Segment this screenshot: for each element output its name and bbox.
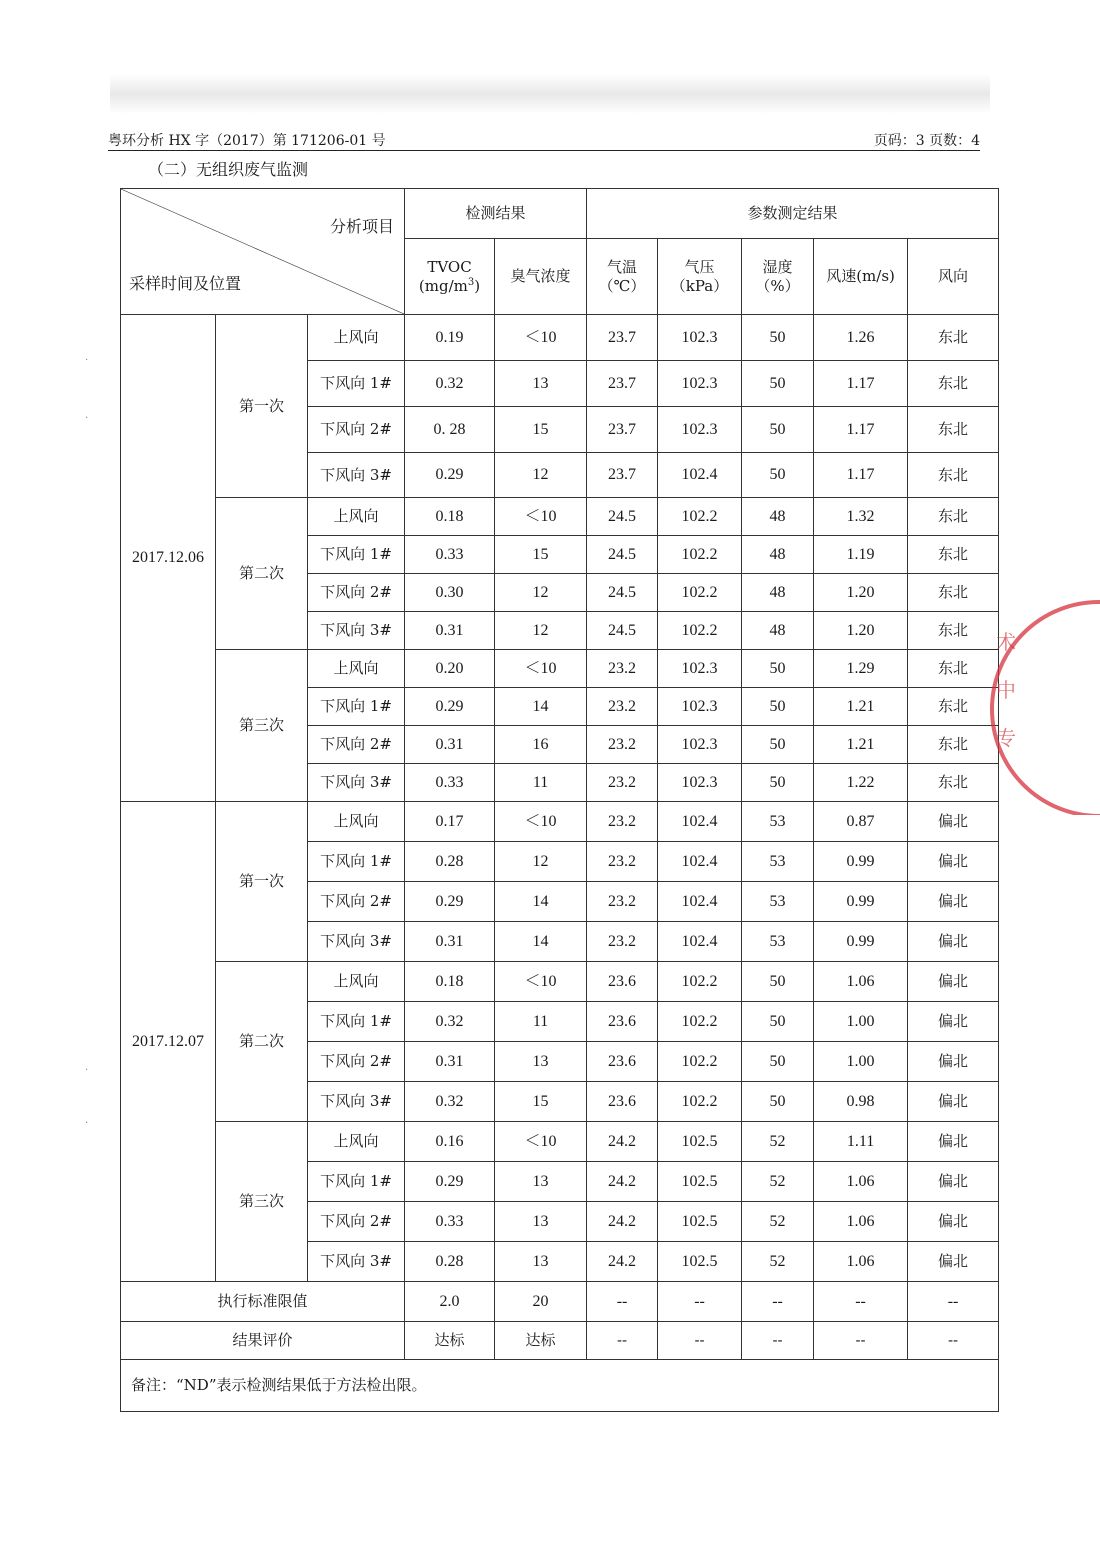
wind-speed-value: 0.99	[814, 882, 908, 922]
pressure-value: 102.2	[658, 1002, 742, 1042]
pressure-value: 102.2	[658, 498, 742, 536]
wind-speed-value: 1.20	[814, 574, 908, 612]
limit-value: 2.0	[405, 1282, 495, 1322]
wind-speed-value: 0.99	[814, 842, 908, 882]
sampling-date: 2017.12.07	[121, 802, 216, 1282]
pressure-value: 102.4	[658, 453, 742, 498]
odor-value: 13	[495, 1242, 587, 1282]
diagonal-line	[121, 189, 404, 314]
sampling-position: 下风向 3#	[308, 453, 405, 498]
table-row	[121, 498, 999, 536]
sampling-position: 下风向 1#	[308, 536, 405, 574]
odor-value: ＜10	[495, 315, 587, 361]
wind-direction-value: 东北	[908, 650, 999, 688]
pressure-value: 102.2	[658, 574, 742, 612]
limit-value: --	[908, 1282, 999, 1322]
wind-direction-value: 偏北	[908, 1082, 999, 1122]
humidity-value: 50	[742, 1002, 814, 1042]
red-seal-stamp	[990, 600, 1100, 815]
wind-direction-value: 偏北	[908, 1162, 999, 1202]
pressure-value: 102.2	[658, 612, 742, 650]
sampling-position: 下风向 1#	[308, 688, 405, 726]
pressure-value: 102.3	[658, 688, 742, 726]
tvoc-value: 0.18	[405, 962, 495, 1002]
scan-speck: ·	[85, 1118, 89, 1129]
temp-value: 24.2	[587, 1162, 658, 1202]
temp-value: 24.2	[587, 1242, 658, 1282]
param-result-group-header: 参数测定结果	[587, 189, 999, 239]
tvoc-value: 0.33	[405, 536, 495, 574]
tvoc-unit-close: )	[474, 276, 481, 295]
temp-value: 23.7	[587, 361, 658, 407]
pressure-value: 102.5	[658, 1162, 742, 1202]
sampling-position: 下风向 1#	[308, 361, 405, 407]
wind-direction-value: 东北	[908, 536, 999, 574]
temp-value: 24.2	[587, 1122, 658, 1162]
sampling-position: 下风向 2#	[308, 882, 405, 922]
tvoc-value: 0.29	[405, 882, 495, 922]
temp-value: 23.7	[587, 315, 658, 361]
temp-value: 23.6	[587, 1002, 658, 1042]
wind-direction-value: 东北	[908, 612, 999, 650]
tvoc-value: 0.30	[405, 574, 495, 612]
evaluation-value: --	[908, 1322, 999, 1360]
tvoc-value: 0.33	[405, 764, 495, 802]
wind-direction-value: 偏北	[908, 962, 999, 1002]
evaluation-value: --	[742, 1322, 814, 1360]
tvoc-label: TVOC	[427, 257, 472, 276]
tvoc-value: 0.29	[405, 688, 495, 726]
humidity-value: 52	[742, 1242, 814, 1282]
tvoc-value: 0.19	[405, 315, 495, 361]
sampling-position: 下风向 1#	[308, 1002, 405, 1042]
tvoc-value: 0.20	[405, 650, 495, 688]
humidity-value: 52	[742, 1162, 814, 1202]
table-row	[121, 962, 999, 1002]
tvoc-unit-text: (mg/m	[418, 276, 468, 295]
table-row	[121, 315, 999, 361]
tvoc-value: 0.31	[405, 726, 495, 764]
col-header-wind-direction: 风向	[908, 239, 999, 315]
wind-direction-value: 东北	[908, 726, 999, 764]
scan-speck: ·	[85, 355, 89, 366]
sampling-position: 下风向 3#	[308, 1242, 405, 1282]
wind-direction-value: 东北	[908, 498, 999, 536]
temp-label: 气温	[607, 257, 638, 276]
sampling-round-second: 第二次	[216, 498, 308, 650]
humidity-value: 50	[742, 688, 814, 726]
wind-direction-value: 偏北	[908, 1122, 999, 1162]
sampling-position: 上风向	[308, 650, 405, 688]
evaluation-label: 结果评价	[121, 1322, 405, 1360]
limit-row	[121, 1282, 999, 1322]
odor-value: 16	[495, 726, 587, 764]
humidity-value: 50	[742, 726, 814, 764]
temp-value: 23.2	[587, 764, 658, 802]
wind-speed-value: 1.19	[814, 536, 908, 574]
pressure-value: 102.3	[658, 650, 742, 688]
col-header-odor: 臭气浓度	[495, 239, 587, 315]
tvoc-value: 0.17	[405, 802, 495, 842]
pressure-value: 102.5	[658, 1122, 742, 1162]
temp-value: 23.2	[587, 726, 658, 764]
tvoc-unit-sup: 3	[467, 276, 475, 288]
odor-value: 13	[495, 1042, 587, 1082]
wind-direction-value: 东北	[908, 407, 999, 453]
evaluation-value: --	[587, 1322, 658, 1360]
analysis-item-label: 分析项目	[330, 217, 395, 236]
pressure-value: 102.3	[658, 361, 742, 407]
seal-ring	[990, 600, 1100, 815]
temp-value: 23.6	[587, 1042, 658, 1082]
sampling-position: 下风向 2#	[308, 1042, 405, 1082]
sampling-time-location-label: 采样时间及位置	[129, 274, 242, 293]
odor-value: 13	[495, 361, 587, 407]
wind-speed-value: 1.20	[814, 612, 908, 650]
seal-char: 专	[996, 726, 1016, 750]
sampling-round-first: 第一次	[216, 802, 308, 962]
col-header-tvoc	[405, 239, 495, 315]
humidity-value: 52	[742, 1122, 814, 1162]
humidity-label: 湿度	[762, 257, 793, 276]
section-title: （二）无组织废气监测	[148, 160, 309, 179]
report-header	[108, 128, 980, 151]
sampling-position: 下风向 3#	[308, 612, 405, 650]
tvoc-value: 0.31	[405, 922, 495, 962]
wind-speed-value: 1.11	[814, 1122, 908, 1162]
temp-value: 23.7	[587, 407, 658, 453]
odor-value: 15	[495, 536, 587, 574]
tvoc-value: 0.32	[405, 361, 495, 407]
tvoc-value: 0.32	[405, 1002, 495, 1042]
sampling-position: 下风向 3#	[308, 1082, 405, 1122]
odor-value: ＜10	[495, 962, 587, 1002]
wind-speed-value: 1.17	[814, 361, 908, 407]
sampling-position: 上风向	[308, 498, 405, 536]
humidity-unit: （%）	[755, 276, 800, 295]
tvoc-value: 0.29	[405, 1162, 495, 1202]
tvoc-value: 0.29	[405, 453, 495, 498]
tvoc-value: 0.28	[405, 842, 495, 882]
sampling-round-third: 第三次	[216, 1122, 308, 1282]
pressure-value: 102.3	[658, 315, 742, 361]
pressure-value: 102.2	[658, 1042, 742, 1082]
odor-value: ＜10	[495, 498, 587, 536]
sampling-position: 下风向 1#	[308, 842, 405, 882]
wind-speed-value: 1.06	[814, 962, 908, 1002]
wind-speed-value: 1.21	[814, 726, 908, 764]
wind-direction-value: 东北	[908, 453, 999, 498]
pressure-value: 102.4	[658, 882, 742, 922]
odor-value: 14	[495, 882, 587, 922]
humidity-value: 50	[742, 453, 814, 498]
tvoc-value: 0.33	[405, 1202, 495, 1242]
wind-speed-value: 1.22	[814, 764, 908, 802]
limit-value: --	[742, 1282, 814, 1322]
odor-value: 12	[495, 453, 587, 498]
tvoc-value: 0.16	[405, 1122, 495, 1162]
tvoc-value: 0. 28	[405, 407, 495, 453]
humidity-value: 48	[742, 536, 814, 574]
humidity-value: 48	[742, 574, 814, 612]
sampling-position: 下风向 3#	[308, 764, 405, 802]
limit-value: --	[658, 1282, 742, 1322]
humidity-value: 50	[742, 650, 814, 688]
temp-value: 23.6	[587, 962, 658, 1002]
humidity-value: 48	[742, 612, 814, 650]
col-header-wind-speed: 风速(m/s)	[814, 239, 908, 315]
sampling-position: 下风向 2#	[308, 407, 405, 453]
temp-value: 23.2	[587, 650, 658, 688]
wind-speed-value: 1.17	[814, 453, 908, 498]
pressure-value: 102.2	[658, 1082, 742, 1122]
sampling-position: 下风向 3#	[308, 922, 405, 962]
note-text: 备注：“ND”表示检测结果低于方法检出限。	[121, 1360, 999, 1412]
limit-value: 20	[495, 1282, 587, 1322]
report-number: 粤环分析 HX 字（2017）第 171206-01 号	[108, 133, 386, 149]
tvoc-value: 0.32	[405, 1082, 495, 1122]
temp-value: 23.7	[587, 453, 658, 498]
odor-value: 14	[495, 688, 587, 726]
wind-speed-value: 1.00	[814, 1002, 908, 1042]
wind-speed-value: 0.99	[814, 922, 908, 962]
wind-direction-value: 偏北	[908, 1002, 999, 1042]
wind-direction-value: 东北	[908, 315, 999, 361]
wind-direction-value: 偏北	[908, 1202, 999, 1242]
temp-value: 24.2	[587, 1202, 658, 1242]
humidity-value: 50	[742, 315, 814, 361]
wind-direction-value: 东北	[908, 764, 999, 802]
table-row	[121, 802, 999, 842]
wind-speed-value: 1.21	[814, 688, 908, 726]
wind-speed-value: 1.06	[814, 1242, 908, 1282]
humidity-value: 53	[742, 842, 814, 882]
wind-direction-value: 偏北	[908, 882, 999, 922]
temp-value: 23.2	[587, 688, 658, 726]
scan-speck: ·	[85, 413, 89, 424]
temp-value: 24.5	[587, 612, 658, 650]
temp-value: 24.5	[587, 574, 658, 612]
sampling-position: 上风向	[308, 962, 405, 1002]
humidity-value: 50	[742, 764, 814, 802]
humidity-value: 53	[742, 882, 814, 922]
odor-value: 15	[495, 407, 587, 453]
wind-direction-value: 东北	[908, 574, 999, 612]
wind-direction-value: 偏北	[908, 842, 999, 882]
odor-value: 11	[495, 764, 587, 802]
humidity-value: 53	[742, 802, 814, 842]
diagonal-header-cell	[121, 189, 405, 315]
col-header-humidity	[742, 239, 814, 315]
wind-speed-value: 0.87	[814, 802, 908, 842]
humidity-value: 50	[742, 407, 814, 453]
evaluation-row	[121, 1322, 999, 1360]
pressure-value: 102.4	[658, 922, 742, 962]
temp-value: 23.2	[587, 802, 658, 842]
tvoc-value: 0.28	[405, 1242, 495, 1282]
odor-value: 13	[495, 1202, 587, 1242]
seal-char: 术	[996, 630, 1016, 654]
scan-speck: ·	[85, 1065, 89, 1076]
odor-value: ＜10	[495, 802, 587, 842]
sampling-position: 下风向 2#	[308, 1202, 405, 1242]
wind-direction-value: 东北	[908, 688, 999, 726]
humidity-value: 48	[742, 498, 814, 536]
tvoc-unit	[405, 277, 494, 296]
odor-value: ＜10	[495, 650, 587, 688]
odor-value: 15	[495, 1082, 587, 1122]
temp-value: 23.2	[587, 922, 658, 962]
wind-speed-value: 1.17	[814, 407, 908, 453]
sampling-position: 上风向	[308, 315, 405, 361]
sampling-position: 下风向 1#	[308, 1162, 405, 1202]
temp-value: 24.5	[587, 498, 658, 536]
humidity-value: 50	[742, 361, 814, 407]
odor-value: 11	[495, 1002, 587, 1042]
humidity-value: 50	[742, 1042, 814, 1082]
odor-value: 12	[495, 842, 587, 882]
temp-value: 23.6	[587, 1082, 658, 1122]
pressure-value: 102.5	[658, 1202, 742, 1242]
odor-value: 12	[495, 574, 587, 612]
limit-value: --	[814, 1282, 908, 1322]
pressure-value: 102.4	[658, 842, 742, 882]
temp-unit: （℃）	[598, 276, 646, 295]
evaluation-value: --	[814, 1322, 908, 1360]
wind-speed-value: 1.06	[814, 1202, 908, 1242]
pressure-unit: （kPa）	[670, 276, 729, 295]
wind-speed-value: 1.29	[814, 650, 908, 688]
seal-text	[996, 618, 1036, 762]
wind-direction-value: 偏北	[908, 922, 999, 962]
wind-speed-value: 1.26	[814, 315, 908, 361]
table-row	[121, 650, 999, 688]
pressure-label: 气压	[684, 257, 715, 276]
pressure-value: 102.5	[658, 1242, 742, 1282]
sampling-round-second: 第二次	[216, 962, 308, 1122]
sampling-round-first: 第一次	[216, 315, 308, 498]
detect-result-group-header: 检测结果	[405, 189, 587, 239]
humidity-value: 53	[742, 922, 814, 962]
evaluation-value: 达标	[495, 1322, 587, 1360]
sampling-position: 下风向 2#	[308, 574, 405, 612]
limit-label: 执行标准限值	[121, 1282, 405, 1322]
pressure-value: 102.3	[658, 407, 742, 453]
page-info: 页码：3 页数：4	[873, 133, 980, 149]
sampling-position: 上风向	[308, 1122, 405, 1162]
temp-value: 23.2	[587, 882, 658, 922]
seal-char: 中	[996, 678, 1016, 702]
humidity-value: 50	[742, 1082, 814, 1122]
sampling-position: 上风向	[308, 802, 405, 842]
note-row	[121, 1360, 999, 1412]
odor-value: ＜10	[495, 1122, 587, 1162]
pressure-value: 102.3	[658, 764, 742, 802]
limit-value: --	[587, 1282, 658, 1322]
wind-speed-value: 1.32	[814, 498, 908, 536]
wind-direction-value: 偏北	[908, 802, 999, 842]
pressure-value: 102.2	[658, 536, 742, 574]
temp-value: 23.2	[587, 842, 658, 882]
wind-speed-value: 0.98	[814, 1082, 908, 1122]
odor-value: 14	[495, 922, 587, 962]
tvoc-value: 0.31	[405, 1042, 495, 1082]
table-row	[121, 1122, 999, 1162]
sampling-round-third: 第三次	[216, 650, 308, 802]
pressure-value: 102.4	[658, 802, 742, 842]
monitoring-table	[120, 188, 999, 1412]
wind-direction-value: 东北	[908, 361, 999, 407]
temp-value: 24.5	[587, 536, 658, 574]
pressure-value: 102.3	[658, 726, 742, 764]
sampling-date: 2017.12.06	[121, 315, 216, 802]
odor-value: 12	[495, 612, 587, 650]
evaluation-value: --	[658, 1322, 742, 1360]
wind-direction-value: 偏北	[908, 1242, 999, 1282]
wind-speed-value: 1.00	[814, 1042, 908, 1082]
tvoc-value: 0.18	[405, 498, 495, 536]
humidity-value: 50	[742, 962, 814, 1002]
sampling-position: 下风向 2#	[308, 726, 405, 764]
wind-speed-value: 1.06	[814, 1162, 908, 1202]
humidity-value: 52	[742, 1202, 814, 1242]
tvoc-value: 0.31	[405, 612, 495, 650]
evaluation-value: 达标	[405, 1322, 495, 1360]
monitoring-table-wrap	[120, 188, 998, 1395]
col-header-temp	[587, 239, 658, 315]
odor-value: 13	[495, 1162, 587, 1202]
pressure-value: 102.2	[658, 962, 742, 1002]
wind-direction-value: 偏北	[908, 1042, 999, 1082]
col-header-pressure	[658, 239, 742, 315]
scan-shadow-band	[110, 74, 990, 114]
